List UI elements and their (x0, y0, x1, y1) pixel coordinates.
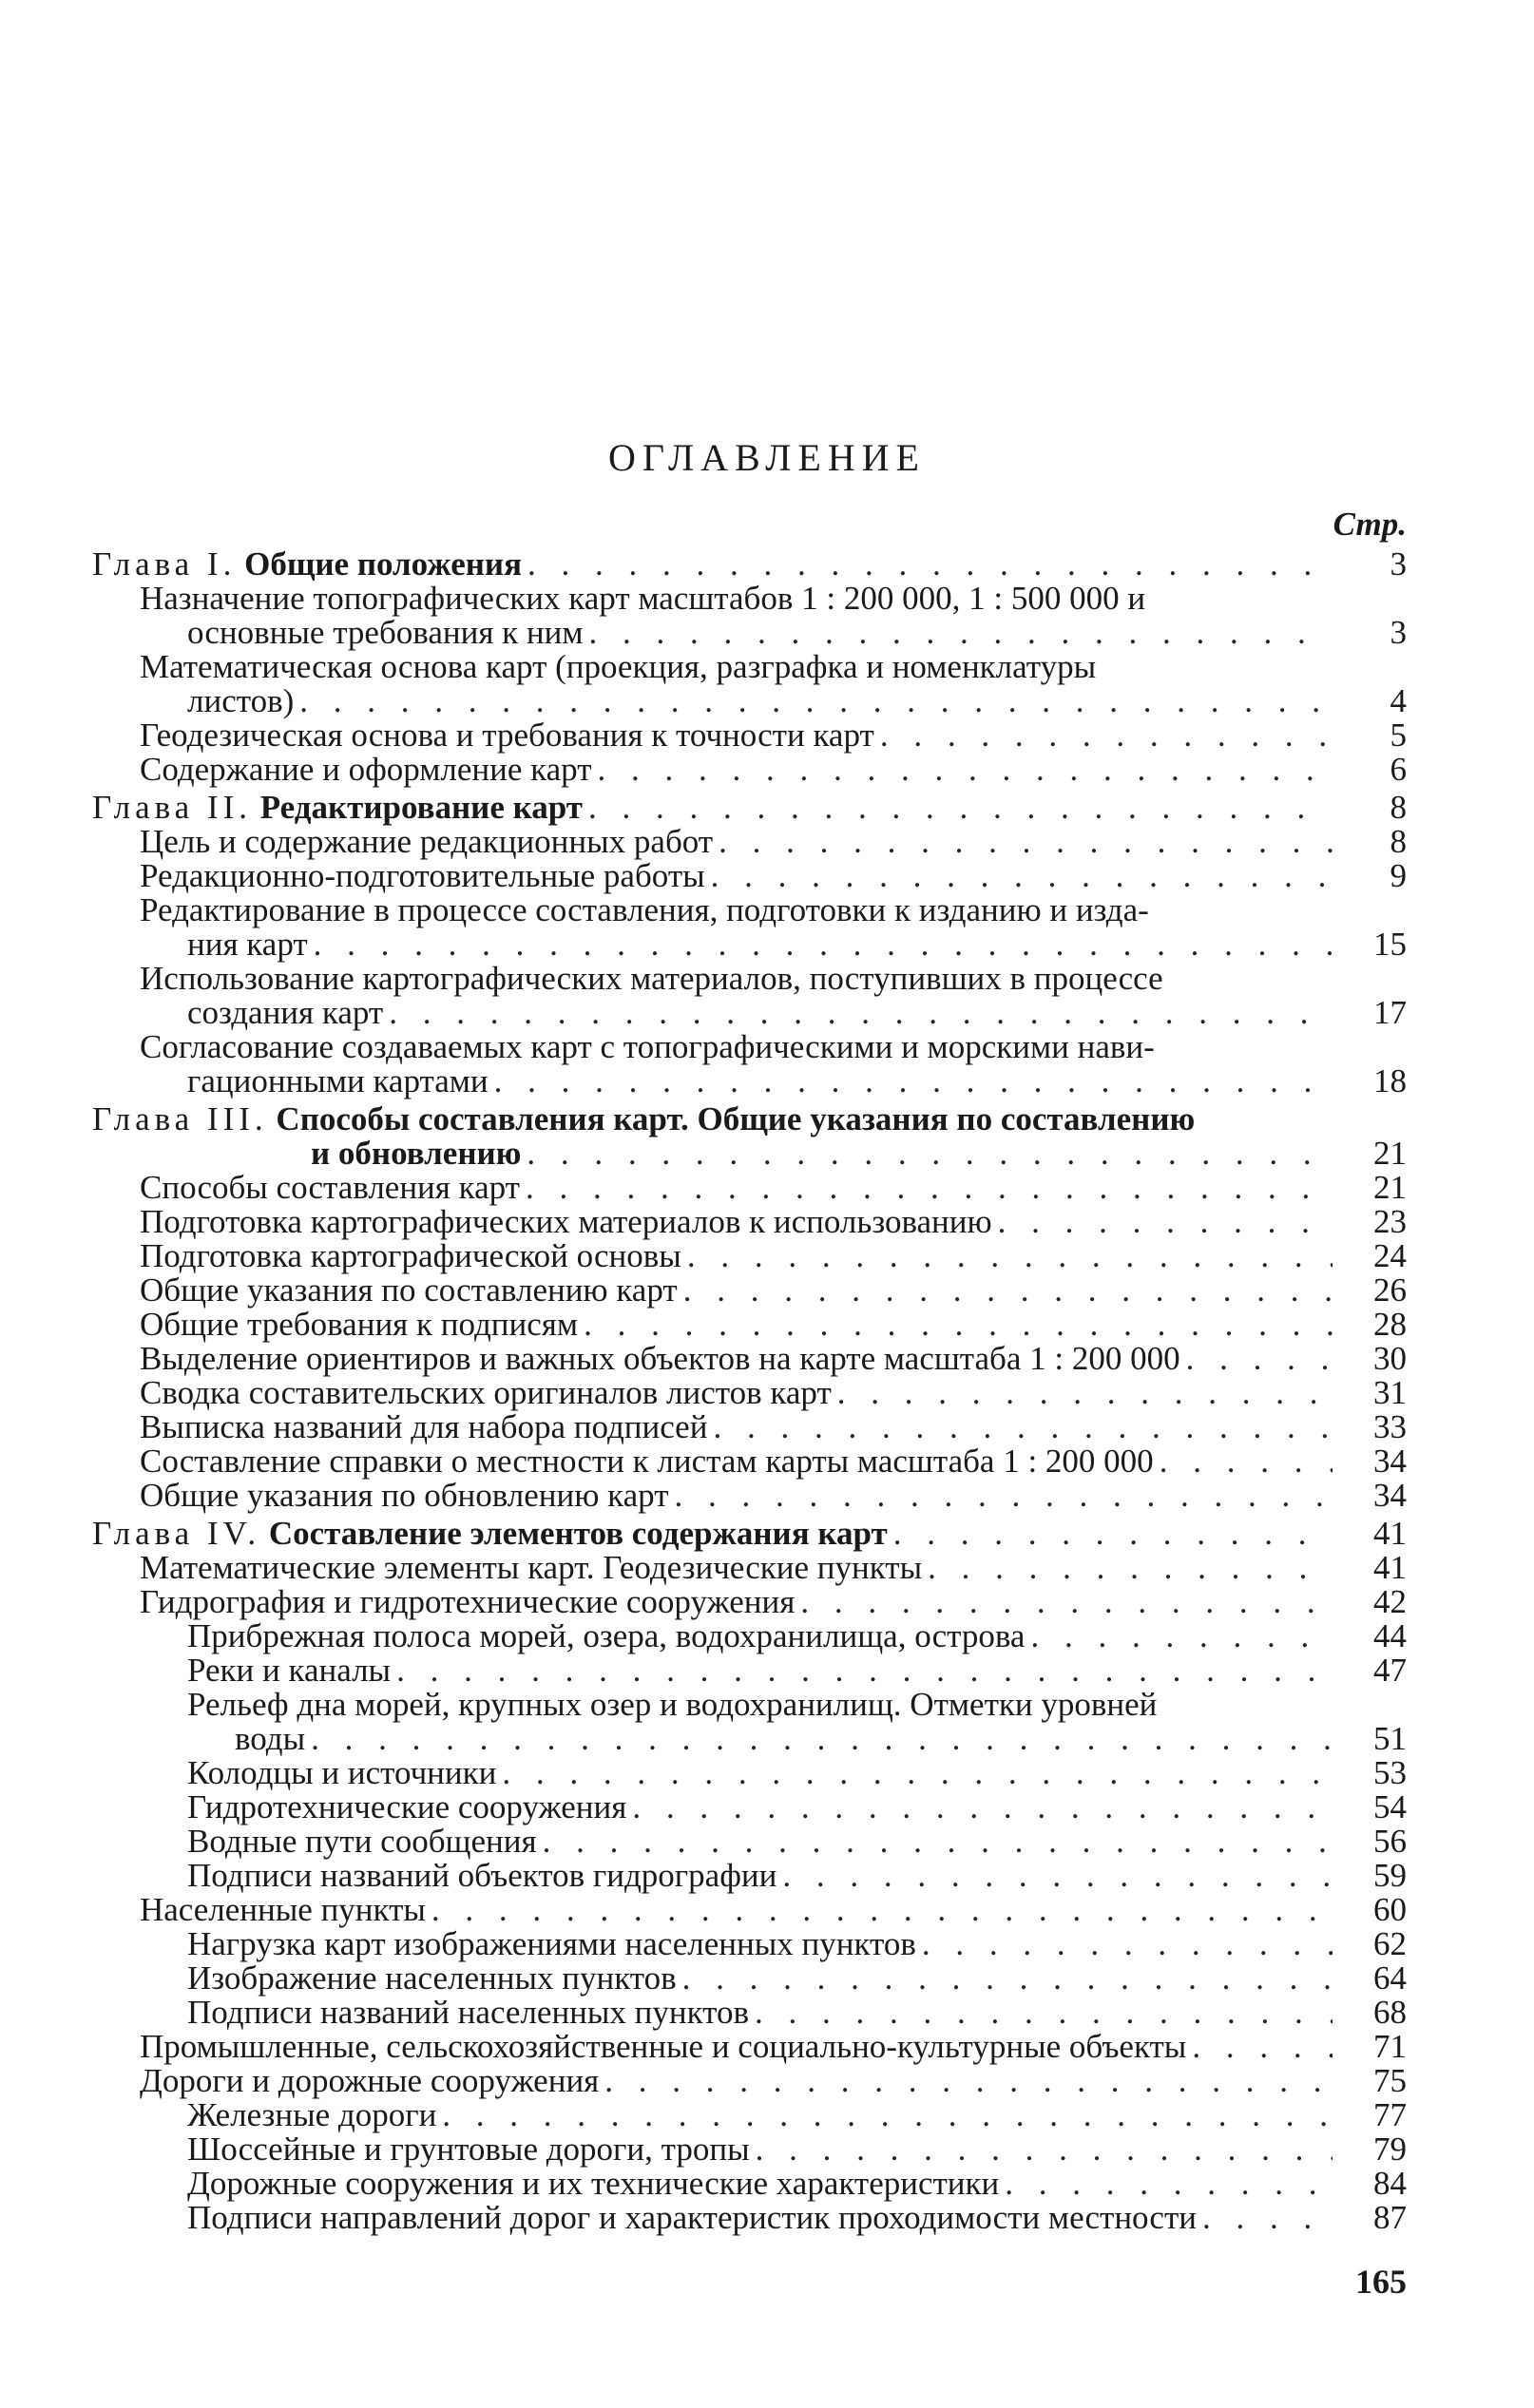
toc-entry (92, 1410, 1407, 1444)
entry-line (140, 2064, 1333, 2098)
entry-line (187, 1756, 1333, 1790)
entry-line (140, 684, 1333, 718)
entry-line (140, 1444, 1333, 1479)
entry-line (140, 1479, 1333, 1513)
entry-line: Использование картографических материалов, поступивших в процессе (140, 960, 1163, 997)
entry-line (187, 2201, 1333, 2235)
toc-entry (92, 1927, 1407, 1961)
toc-entry (92, 2064, 1407, 2098)
toc-entry (92, 1444, 1407, 1479)
leader-dots (711, 859, 1333, 893)
entry-text: Сводка составительских оригиналов листов карт (140, 1374, 832, 1411)
page-column-header: Стр. (1333, 506, 1407, 543)
page-ref: 6 (1390, 751, 1407, 788)
toc-entry (92, 753, 1407, 787)
toc-entry (92, 2098, 1407, 2132)
page-ref: 59 (1373, 1857, 1407, 1894)
leader-dots (584, 1308, 1333, 1342)
chapter-heading-line (92, 1137, 1333, 1171)
leader-dots (314, 927, 1333, 962)
entry-line (140, 616, 1333, 650)
entry-text: Водные пути сообщения (187, 1823, 537, 1860)
entry-text: Подготовка картографических материалов к использованию (140, 1203, 992, 1240)
entry-text: Математические элементы карт. Геодезические пункты (140, 1549, 923, 1586)
chapter-label: Глава IV. (92, 1515, 261, 1552)
page-ref: 15 (1373, 926, 1407, 963)
page-ref: 41 (1373, 1549, 1407, 1586)
leader-dots (800, 1585, 1333, 1619)
chapter-entry (92, 547, 1407, 582)
entry-line (140, 1342, 1333, 1376)
entry-line (140, 1410, 1333, 1444)
page-ref: 17 (1373, 994, 1407, 1031)
toc-entry (92, 2132, 1407, 2167)
leader-dots (604, 2064, 1333, 2098)
entry-line (140, 2030, 1333, 2064)
entry-line (140, 718, 1333, 753)
page-ref: 26 (1373, 1271, 1407, 1309)
page-ref: 79 (1373, 2131, 1407, 2168)
page-ref: 3 (1390, 545, 1407, 583)
page-ref: 44 (1373, 1617, 1407, 1654)
toc-entry (92, 1551, 1407, 1585)
table-of-contents (92, 544, 1407, 2235)
leader-dots (713, 1410, 1333, 1444)
leader-dots (588, 791, 1333, 825)
leader-dots (782, 1859, 1333, 1893)
leader-dots (299, 684, 1333, 718)
page-ref: 64 (1373, 1959, 1407, 1997)
leader-dots (396, 1653, 1333, 1688)
chapter-heading (92, 791, 583, 825)
toc-entry (92, 1619, 1407, 1653)
toc-entry (92, 582, 1407, 650)
entry-text: листов) (187, 682, 295, 719)
leader-dots (682, 1961, 1333, 1996)
entry-line (140, 1273, 1333, 1308)
entry-line (187, 1859, 1333, 1893)
toc-entry (92, 893, 1407, 962)
toc-entry (92, 1030, 1407, 1099)
page-ref: 23 (1373, 1203, 1407, 1240)
entry-text: Промышленные, сельскохозяйственные и социально-культурные объекты (140, 2028, 1187, 2065)
page-ref: 9 (1390, 857, 1407, 894)
leader-dots (687, 1239, 1333, 1273)
leader-dots (389, 996, 1333, 1030)
leader-dots (837, 1376, 1333, 1410)
entry-text: Шоссейные и грунтовые дороги, тропы (187, 2131, 750, 2168)
leader-dots (683, 1273, 1333, 1308)
chapter-title-cont: и обновлению (311, 1135, 522, 1172)
leader-dots (598, 753, 1333, 787)
leader-dots (589, 616, 1333, 650)
toc-entry (92, 962, 1407, 1030)
entry-line: Согласование создаваемых карт с топографическими и морскими нави- (140, 1028, 1155, 1065)
page-ref: 87 (1373, 2199, 1407, 2236)
page-ref: 8 (1390, 823, 1407, 860)
entry-text: Выписка названий для набора подписей (140, 1408, 708, 1445)
leader-dots (880, 718, 1333, 753)
toc-entry (92, 650, 1407, 718)
toc-entry (92, 2201, 1407, 2235)
leader-dots (442, 2098, 1333, 2132)
page-ref: 84 (1373, 2165, 1407, 2202)
toc-entry (92, 1342, 1407, 1376)
entry-text: Общие указания по обновлению карт (140, 1477, 669, 1514)
entry-text: основные требования к ним (187, 614, 584, 651)
leader-dots (675, 1479, 1333, 1513)
entry-line (140, 996, 1333, 1030)
entry-text: Подготовка картографической основы (140, 1237, 681, 1274)
page-ref: 77 (1373, 2096, 1407, 2133)
page-ref: 8 (1390, 789, 1407, 826)
toc-entry (92, 1653, 1407, 1688)
toc-entry (92, 1825, 1407, 1859)
page-number: 165 (1355, 2263, 1407, 2301)
entry-text: Составление справки о местности к листам карты масштаба 1 : 200 000 (140, 1443, 1154, 1480)
leader-dots (1192, 2030, 1333, 2064)
entry-line (140, 1585, 1333, 1619)
toc-entry (92, 1308, 1407, 1342)
entry-line: Математическая основа карт (проекция, разграфка и номенклатуры (140, 648, 1097, 685)
toc-entry (92, 1688, 1407, 1756)
entry-text: ния карт (187, 926, 308, 963)
entry-text: Реки и каналы (187, 1652, 392, 1689)
toc-entry (92, 1239, 1407, 1273)
leader-dots (922, 1927, 1333, 1961)
entry-text: Подписи названий населенных пунктов (187, 1994, 750, 2031)
chapter-heading-line (92, 791, 1333, 825)
leader-dots (502, 1756, 1333, 1790)
leader-dots (1030, 1619, 1333, 1653)
chapter-label: Глава I. (92, 545, 237, 583)
leader-dots (1186, 1342, 1333, 1376)
entry-line (187, 1790, 1333, 1825)
chapter-label: Глава II. (92, 789, 253, 826)
leader-dots (1202, 2201, 1333, 2235)
page-ref: 34 (1373, 1477, 1407, 1514)
entry-text: Общие требования к подписям (140, 1306, 579, 1343)
page-ref: 54 (1373, 1788, 1407, 1825)
leader-dots (311, 1722, 1333, 1756)
entry-text: Железные дороги (187, 2096, 437, 2133)
entry-text: Содержание и оформление карт (140, 751, 592, 788)
entry-text: Дорожные сооружения и их технические характеристики (187, 2165, 1000, 2202)
chapter-entry (92, 791, 1407, 825)
toc-entry (92, 1961, 1407, 1996)
page-ref: 24 (1373, 1237, 1407, 1274)
entry-text: Общие указания по составлению карт (140, 1271, 678, 1309)
page-ref: 31 (1373, 1374, 1407, 1411)
entry-text: Цель и содержание редакционных работ (140, 823, 714, 860)
entry-line (187, 1927, 1333, 1961)
entry-line (140, 825, 1333, 859)
page-ref: 5 (1390, 717, 1407, 754)
leader-dots (543, 1825, 1333, 1859)
entry-text: Гидрография и гидротехнические сооружения (140, 1583, 796, 1620)
page-ref: 41 (1373, 1515, 1407, 1552)
chapter-entry (92, 1102, 1407, 1171)
entry-text: Прибрежная полоса морей, озера, водохранилища, острова (187, 1617, 1026, 1654)
leader-dots (526, 1171, 1333, 1205)
leader-dots (431, 1893, 1333, 1927)
entry-line (187, 1722, 1333, 1756)
entry-line (140, 1551, 1333, 1585)
entry-line: Рельеф дна морей, крупных озер и водохранилищ. Отметки уровней (187, 1686, 1158, 1723)
leader-dots (527, 547, 1333, 582)
chapter-title: Способы составления карт. Общие указания по составлению (276, 1100, 1196, 1137)
entry-text: Нагрузка карт изображениями населенных пунктов (187, 1925, 916, 1962)
entry-line (187, 2132, 1333, 2167)
entry-line (187, 1825, 1333, 1859)
chapter-title: Редактирование карт (259, 789, 583, 826)
entry-text: Подписи направлений дорог и характеристик проходимости местности (187, 2199, 1197, 2236)
toc-entry (92, 1171, 1407, 1205)
page-ref: 4 (1390, 682, 1407, 719)
leader-dots (998, 1205, 1333, 1239)
page-ref: 21 (1373, 1169, 1407, 1206)
page-ref: 51 (1373, 1720, 1407, 1757)
page-ref: 71 (1373, 2028, 1407, 2065)
toc-entry (92, 2167, 1407, 2201)
toc-entry (92, 1893, 1407, 1927)
entry-line (140, 1064, 1333, 1099)
entry-line (187, 1996, 1333, 2030)
leader-dots (527, 1137, 1333, 1171)
page-ref: 75 (1373, 2062, 1407, 2099)
entry-line (140, 1239, 1333, 1273)
toc-entry (92, 2030, 1407, 2064)
entry-text: воды (235, 1720, 306, 1757)
entry-text: Изображение населенных пунктов (187, 1959, 677, 1997)
entry-text: Гидротехнические сооружения (187, 1788, 627, 1825)
toc-entry (92, 1790, 1407, 1825)
leader-dots (719, 825, 1333, 859)
chapter-title: Общие положения (244, 545, 523, 583)
chapter-title: Составление элементов содержания карт (268, 1515, 888, 1552)
page-ref: 68 (1373, 1994, 1407, 2031)
chapter-heading-line (92, 1517, 1333, 1551)
entry-line (187, 1653, 1333, 1688)
entry-text: Выделение ориентиров и важных объектов на карте масштаба 1 : 200 000 (140, 1340, 1180, 1377)
entry-text: создания карт (187, 994, 384, 1031)
entry-line: Редактирование в процессе составления, подготовки к изданию и изда- (140, 891, 1149, 928)
entry-text: Дороги и дорожные сооружения (140, 2062, 600, 2099)
toc-entry (92, 825, 1407, 859)
page-ref: 34 (1373, 1443, 1407, 1480)
page-ref: 60 (1373, 1891, 1407, 1928)
chapter-heading (92, 547, 522, 582)
toc-entry (92, 1859, 1407, 1893)
toc-entry (92, 859, 1407, 893)
entry-text: Редакционно-подготовительные работы (140, 857, 705, 894)
entry-text: Населенные пункты (140, 1891, 426, 1928)
page-ref: 47 (1373, 1652, 1407, 1689)
page-title: ОГЛАВЛЕНИЕ (608, 436, 926, 479)
entry-line (140, 1376, 1333, 1410)
entry-line (140, 1171, 1333, 1205)
page-ref: 3 (1390, 614, 1407, 651)
entry-text: Способы составления карт (140, 1169, 520, 1206)
page-ref: 28 (1373, 1306, 1407, 1343)
chapter-heading (92, 1517, 888, 1551)
entry-line (140, 1893, 1333, 1927)
page-ref: 21 (1373, 1135, 1407, 1172)
page-ref: 62 (1373, 1925, 1407, 1962)
leader-dots (928, 1551, 1333, 1585)
entry-line (140, 1308, 1333, 1342)
entry-line (140, 927, 1333, 962)
entry-line (140, 1205, 1333, 1239)
entry-text: Подписи названий объектов гидрографии (187, 1857, 777, 1894)
leader-dots (1160, 1444, 1333, 1479)
page-ref: 53 (1373, 1754, 1407, 1791)
leader-dots (755, 1996, 1333, 2030)
page-ref: 18 (1373, 1062, 1407, 1099)
toc-entry (92, 1273, 1407, 1308)
toc-entry (92, 1585, 1407, 1619)
leader-dots (756, 2132, 1333, 2167)
chapter-label: Глава III. (92, 1100, 268, 1137)
toc-entry (92, 718, 1407, 753)
entry-line (140, 859, 1333, 893)
toc-entry (92, 1376, 1407, 1410)
page-ref: 56 (1373, 1823, 1407, 1860)
page-ref: 30 (1373, 1340, 1407, 1377)
entry-line: Назначение топографических карт масштабов 1 : 200 000, 1 : 500 000 и (140, 580, 1146, 617)
chapter-heading-line (92, 1102, 1333, 1137)
toc-entry (92, 1479, 1407, 1513)
chapter-heading-line (92, 547, 1333, 582)
page-ref: 42 (1373, 1583, 1407, 1620)
page-ref: 33 (1373, 1408, 1407, 1445)
entry-text: Геодезическая основа и требования к точности карт (140, 717, 874, 754)
entry-line (187, 2098, 1333, 2132)
entry-line (187, 1619, 1333, 1653)
toc-entry (92, 1996, 1407, 2030)
entry-line (187, 1961, 1333, 1996)
chapter-entry (92, 1517, 1407, 1551)
entry-line (187, 2167, 1333, 2201)
entry-text: гационными картами (187, 1062, 489, 1099)
leader-dots (494, 1064, 1333, 1099)
entry-text: Колодцы и источники (187, 1754, 497, 1791)
leader-dots (893, 1517, 1333, 1551)
toc-entry (92, 1205, 1407, 1239)
entry-line (140, 753, 1333, 787)
leader-dots (1005, 2167, 1333, 2201)
toc-entry (92, 1756, 1407, 1790)
leader-dots (632, 1790, 1333, 1825)
